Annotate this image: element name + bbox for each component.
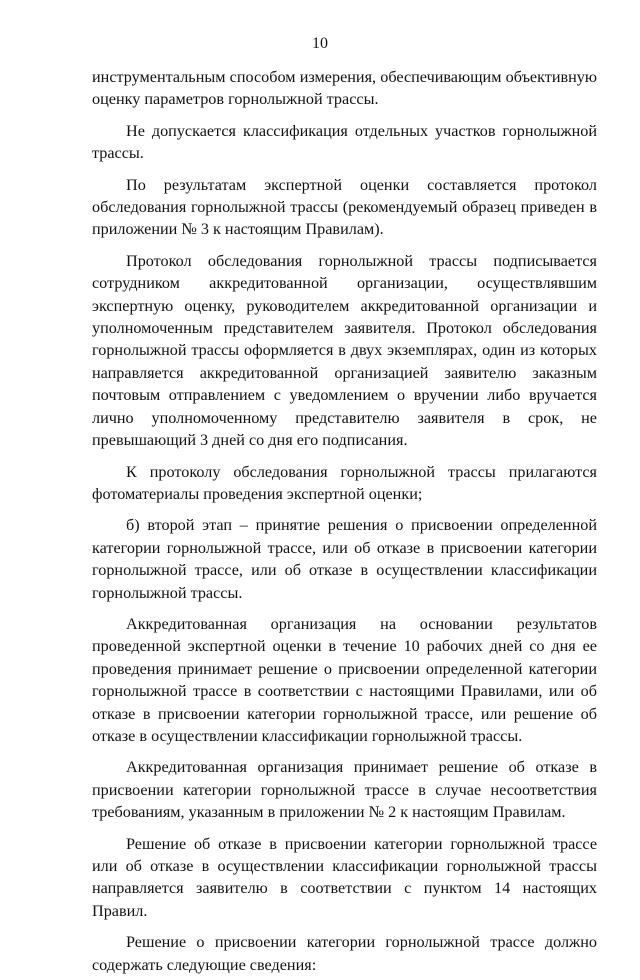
paragraph-2: Не допускается классификация отдельных участков горнолыжной трассы. — [92, 121, 597, 163]
document-body — [92, 66, 597, 980]
paragraph-7: Аккредитованная организация на основании результатов проведенной экспертной оценки в течение 10 рабочих дней со дня ее проведения принимает решение о присвоении определенной категории горнолыжной трассе в соответствии с настоящими Правилами, или об отказе в присвоении категории горнолыжной трассе, или решение об отказе в осуществлении классификации горнолыжной трассы. — [92, 614, 597, 745]
paragraph-4: Протокол обследования горнолыжной трассы подписывается сотрудником аккредитованной организации, осуществлявшим экспертную оценку, руководителем аккредитованной организации и уполномоченным представителем заявителя. Протокол обследования горнолыжной трассы оформляется в двух экземплярах, один из которых направляется аккредитованной организацией заявителю заказным почтовым отправлением с уведомлением о вручении либо вручается лично уполномоченному представителю заявителя в срок, не превышающий 3 дней со дня его подписания. — [92, 251, 597, 450]
paragraph-5: К протоколу обследования горнолыжной трассы прилагаются фотоматериалы проведения экспертной оценки; — [92, 462, 597, 503]
paragraph-6: б) второй этап – принятие решения о присвоении определенной категории горнолыжной трассе, или об отказе в присвоении категории горнолыжной трассе, или об отказе в осуществлении классификации горнолыжной трассы. — [92, 516, 597, 602]
paragraph-3: По результатам экспертной оценки составляется протокол обследования горнолыжной трассы (рекомендуемый образец приведен в приложении № 3 к настоящим Правилам). — [92, 175, 597, 239]
paragraph-8: Аккредитованная организация принимает решение об отказе в присвоении категории горнолыжной трассе в случае несоответствия требованиям, указанным в приложении № 2 к настоящим Правилам. — [92, 758, 597, 822]
paragraph-9: Решение об отказе в присвоении категории горнолыжной трассе или об отказе в осуществлении классификации горнолыжной трассы направляется заявителю в соответствии с пунктом 14 настоящих Правил. — [92, 834, 597, 920]
paragraph-1: инструментальным способом измерения, обеспечивающим объективную оценку параметров горнолыжной трассы. — [92, 68, 597, 109]
paragraph-10: Решение о присвоении категории горнолыжной трассе должно содержать следующие сведения: — [92, 933, 597, 974]
page-number: 10 — [312, 35, 328, 52]
